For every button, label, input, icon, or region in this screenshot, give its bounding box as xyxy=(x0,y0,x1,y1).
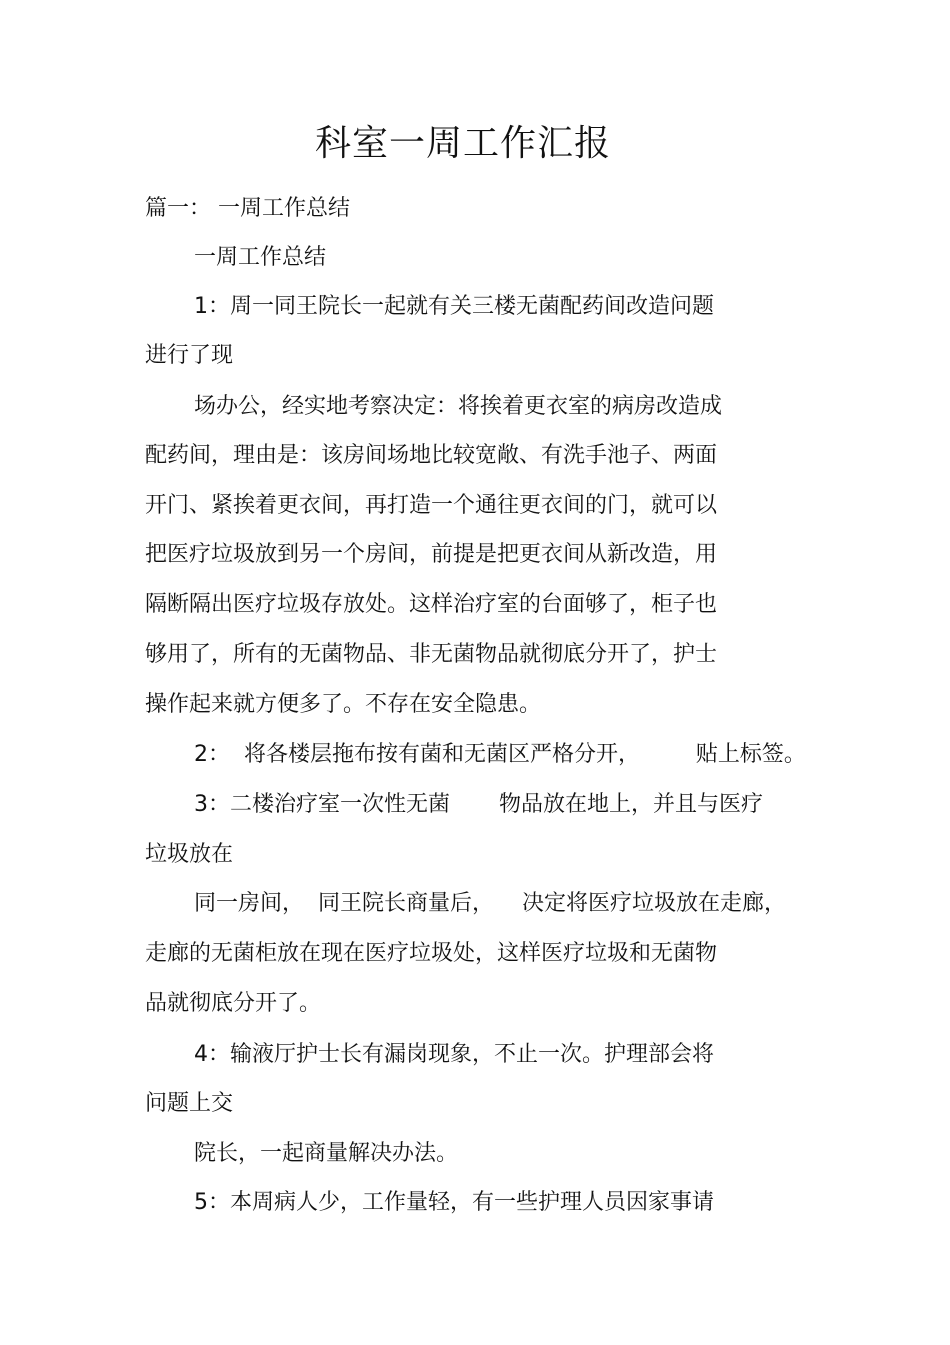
paragraph-line: 品就彻底分开了。 xyxy=(145,991,322,1016)
paragraph-line: 操作起来就方便多了。不存在安全隐患。 xyxy=(145,692,542,717)
paragraph-line: 院长，一起商量解决办法。 xyxy=(194,1141,459,1166)
paragraph-line: 隔断隔出医疗垃圾存放处。这样治疗室的台面够了，柜子也 xyxy=(145,592,718,617)
paragraph-line: 1：周一同王院长一起就有关三楼无菌配药间改造问题 xyxy=(194,294,714,319)
subsection-heading: 一周工作总结 xyxy=(194,245,327,270)
section-heading: 篇一： 一周工作总结 xyxy=(145,196,350,221)
paragraph-line: 垃圾放在 xyxy=(145,842,234,867)
document-title: 科室一周工作汇报 xyxy=(314,123,611,164)
paragraph-line: 2： 将各楼层拖布按有菌和无菌区严格分开， 贴上标签。 xyxy=(194,742,806,767)
paragraph-line: 3：二楼治疗室一次性无菌 物品放在地上，并且与医疗 xyxy=(194,792,763,817)
paragraph-line: 把医疗垃圾放到另一个房间，前提是把更衣间从新改造，用 xyxy=(145,542,718,567)
paragraph-line: 进行了现 xyxy=(145,343,234,368)
paragraph-line: 问题上交 xyxy=(145,1091,234,1116)
paragraph-line: 5：本周病人少，工作量轻，有一些护理人员因家事请 xyxy=(194,1190,714,1215)
paragraph-line: 配药间，理由是：该房间场地比较宽敞、有洗手池子、两面 xyxy=(145,443,718,468)
paragraph-line: 4：输液厅护士长有漏岗现象，不止一次。护理部会将 xyxy=(194,1042,714,1067)
paragraph-line: 同一房间， 同王院长商量后， 决定将医疗垃圾放在走廊， xyxy=(194,891,786,916)
paragraph-line: 够用了，所有的无菌物品、非无菌物品就彻底分开了，护士 xyxy=(145,642,718,667)
paragraph-line: 场办公，经实地考察决定：将挨着更衣室的病房改造成 xyxy=(194,394,723,419)
paragraph-line: 走廊的无菌柜放在现在医疗垃圾处，这样医疗垃圾和无菌物 xyxy=(145,941,718,966)
paragraph-line: 开门、紧挨着更衣间，再打造一个通往更衣间的门，就可以 xyxy=(145,493,718,518)
